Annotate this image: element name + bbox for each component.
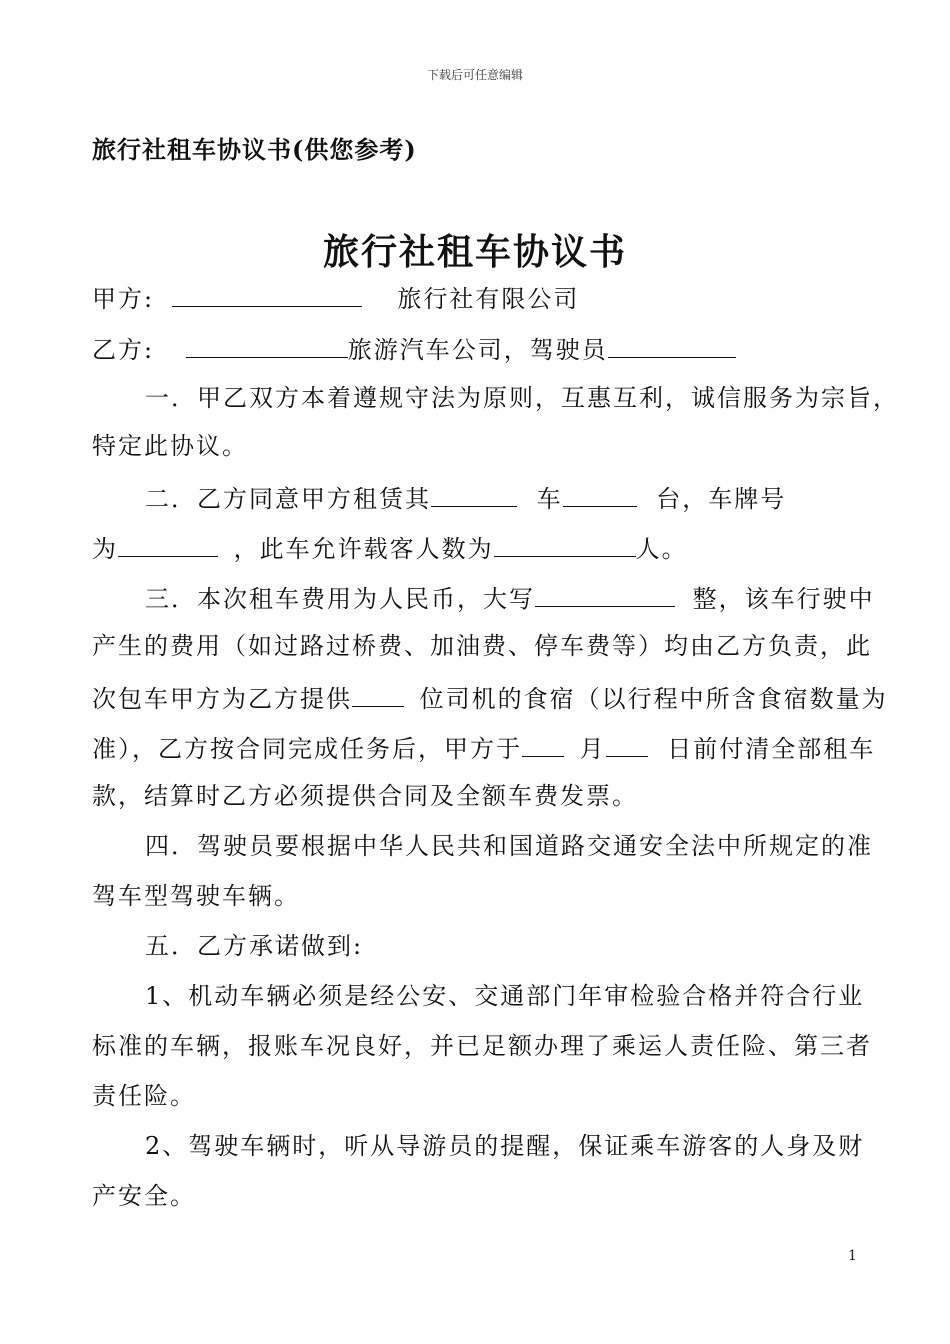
clause-4-line-1: 四．驾驶员要根据中华人民共和国道路交通安全法中所规定的准 <box>145 832 873 860</box>
payment-day-blank <box>606 734 648 757</box>
rental-fee-blank <box>535 584 675 607</box>
clause-2-text-e: ，此车允许载客人数为 <box>233 535 494 563</box>
header-note: 下载后可任意编辑 <box>426 68 523 82</box>
clause-3-line-3 <box>92 684 888 713</box>
party-a-suffix: 旅行社有限公司 <box>397 285 580 313</box>
clause-2-text-a: 二．乙方同意甲方租赁其 <box>145 485 431 513</box>
party-b-company-suffix: 旅游汽车公司，驾驶员 <box>347 336 608 364</box>
item-2-line-1: 2、驾驶车辆时，听从导游员的提醒，保证乘车游客的人身及财 <box>145 1132 865 1160</box>
clause-3-text-d: 位司机的食宿（以行程中所含食宿数量为 <box>419 685 888 713</box>
party-a-line <box>92 284 872 311</box>
clause-2-line-2 <box>92 534 872 561</box>
clause-4-line-2: 驾车型驾驶车辆。 <box>92 882 300 910</box>
driver-name-blank <box>608 335 736 358</box>
passenger-capacity-blank <box>494 534 636 557</box>
clause-2-text-d: 为 <box>92 535 118 563</box>
party-a-blank <box>172 284 362 307</box>
clause-3-text-g: 日前付清全部租车 <box>667 735 876 763</box>
item-1-line-1: 1、机动车辆必须是经公安、交通部门年审检验合格并符合行业 <box>145 982 865 1010</box>
clause-3-line-4 <box>92 734 876 763</box>
clause-2-line-1 <box>145 484 925 511</box>
clause-1-line-1: 一．甲乙双方本着遵规守法为原则，互惠互利，诚信服务为宗旨， <box>145 384 899 412</box>
clause-2-text-f: 人。 <box>635 535 688 563</box>
plate-number-blank <box>118 534 218 557</box>
item-1-line-2: 标准的车辆，报账车况良好，并已足额办理了乘运人责任险、第三者 <box>92 1032 872 1060</box>
clause-5-heading: 五．乙方承诺做到: <box>145 932 364 960</box>
clause-3-line-1 <box>145 584 925 611</box>
party-b-company-blank <box>186 335 348 358</box>
clause-3-line-5: 款，结算时乙方必须提供合同及全额车费发票。 <box>92 782 638 810</box>
clause-3-text-a: 三．本次租车费用为人民币，大写 <box>145 585 535 613</box>
party-b-label: 乙方: <box>92 336 155 364</box>
vehicle-count-blank <box>563 484 637 507</box>
clause-3-text-f: 月 <box>579 735 606 763</box>
party-b-line <box>92 335 872 362</box>
clause-2-text-c: 台，车牌号 <box>656 485 787 513</box>
vehicle-type-blank <box>431 484 517 507</box>
reference-title: 旅行社租车协议书(供您参考) <box>92 135 417 164</box>
payment-month-blank <box>522 734 564 757</box>
clause-2-text-b: 车 <box>536 485 563 513</box>
item-2-line-2: 产安全。 <box>92 1182 196 1210</box>
item-1-line-3: 责任险。 <box>92 1082 196 1110</box>
clause-3-text-e: 准），乙方按合同完成任务后，甲方于 <box>92 735 522 763</box>
clause-3-text-b: 整，该车行驶中 <box>692 585 875 613</box>
page-number: 1 <box>848 1248 857 1264</box>
clause-3-text-c: 次包车甲方为乙方提供 <box>92 685 352 713</box>
clause-3-line-2: 产生的费用（如过路过桥费、加油费、停车费等）均由乙方负责，此 <box>92 632 872 660</box>
party-a-label: 甲方: <box>92 285 155 313</box>
clause-1-line-2: 特定此协议。 <box>92 432 248 460</box>
document-title: 旅行社租车协议书 <box>322 231 627 273</box>
driver-count-blank <box>352 684 404 707</box>
